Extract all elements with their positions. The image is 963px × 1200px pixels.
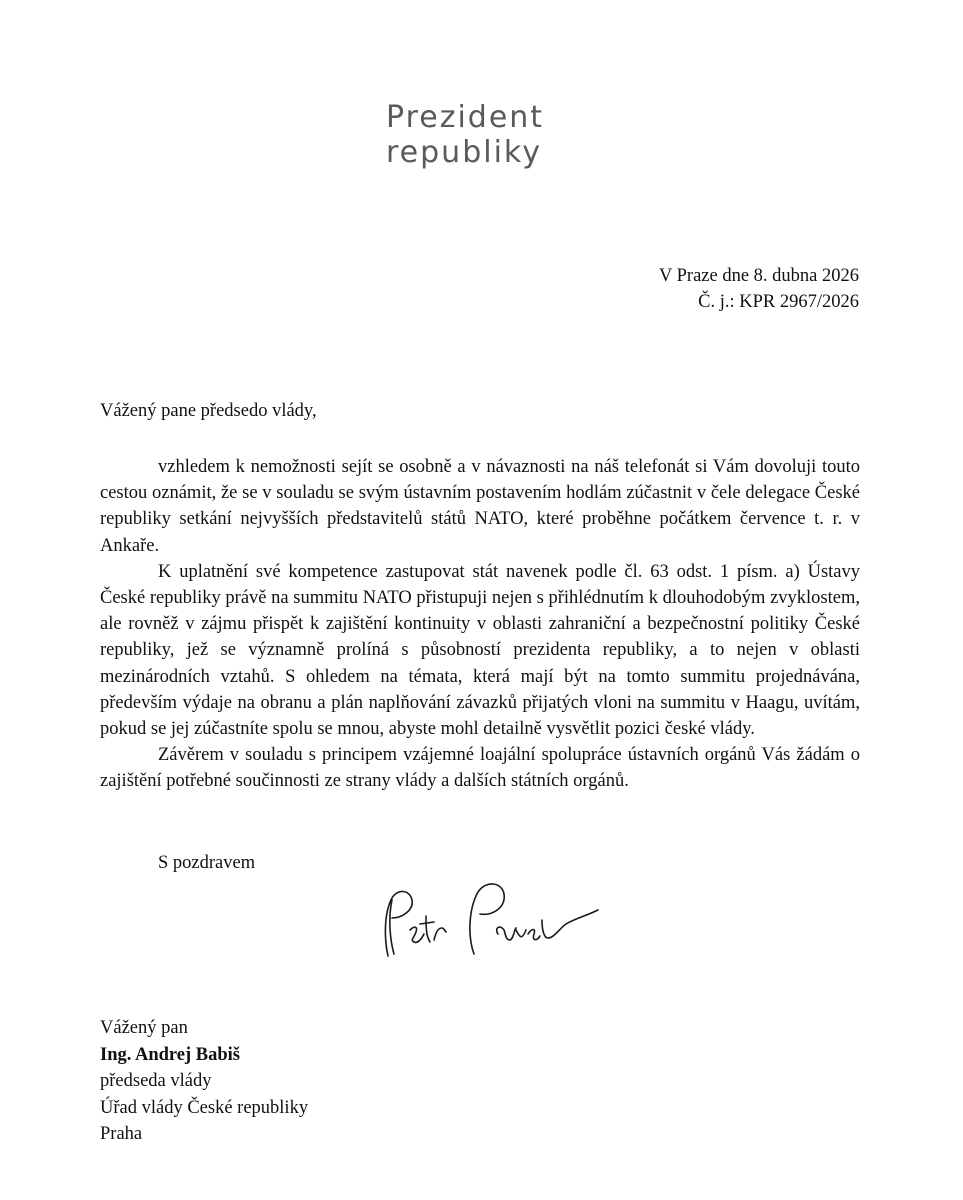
letterhead-line-2: republiky <box>386 135 542 170</box>
letterhead-logo <box>386 100 544 170</box>
letter-body <box>100 454 860 795</box>
recipient-address <box>100 1015 308 1148</box>
signature-text: Petr Pavel <box>370 868 375 869</box>
recipient-city: Praha <box>100 1124 143 1144</box>
reference-number: Č. j.: KPR 2967/2026 <box>698 292 859 312</box>
handwritten-signature <box>370 868 630 968</box>
closing: S pozdravem <box>158 853 256 873</box>
recipient-title: předseda vlády <box>100 1071 212 1091</box>
paragraph-3: Závěrem v souladu s principem vzájemné loajální spolupráce ústavních orgánů Vás žádám o zajištění potřebné součinnosti ze strany vlády a dalších státních orgánů. <box>100 745 860 792</box>
recipient-greeting: Vážený pan <box>100 1018 188 1038</box>
recipient-name: Ing. Andrej Babiš <box>100 1044 240 1065</box>
paragraph-2: K uplatnění své kompetence zastupovat stát navenek podle čl. 63 odst. 1 písm. a) Ústavy České republiky právě na summitu NATO přistupuji nejen s přihlédnutím k dlouhodobým zvyklostem, ale rovněž v zájmu přispět k zajištění kontinuity v oblasti zahraniční a bezpečnostní politiky České republiky, jež se významně prolíná s působností prezidenta republiky, a to nejen v oblasti mezinárodních vztahů. S ohledem na témata, která mají být na tomto summitu projednávána, především výdaje na obranu a plán naplňování závazků přijatých vloni na summitu v Haagu, uvítám, pokud se jej zúčastníte spolu se mnou, abyste mohl detailně vysvětlit pozici české vlády. <box>100 561 860 740</box>
paragraph-1: vzhledem k nemožnosti sejít se osobně a v návaznosti na náš telefonát si Vám dovoluji touto cestou oznámit, že se v souladu se svým ústavním postavením hodlám zúčastnit v čele delegace České republiky setkání nejvyšších představitelů států NATO, které proběhne počátkem července t. r. v Ankaře. <box>100 457 860 556</box>
letterhead-line-1: Prezident <box>386 100 545 135</box>
letter-date: V Praze dne 8. dubna 2026 <box>658 266 859 286</box>
salutation: Vážený pane předsedo vlády, <box>100 401 317 421</box>
recipient-office: Úřad vlády České republiky <box>100 1097 309 1118</box>
letter-meta <box>659 263 859 315</box>
